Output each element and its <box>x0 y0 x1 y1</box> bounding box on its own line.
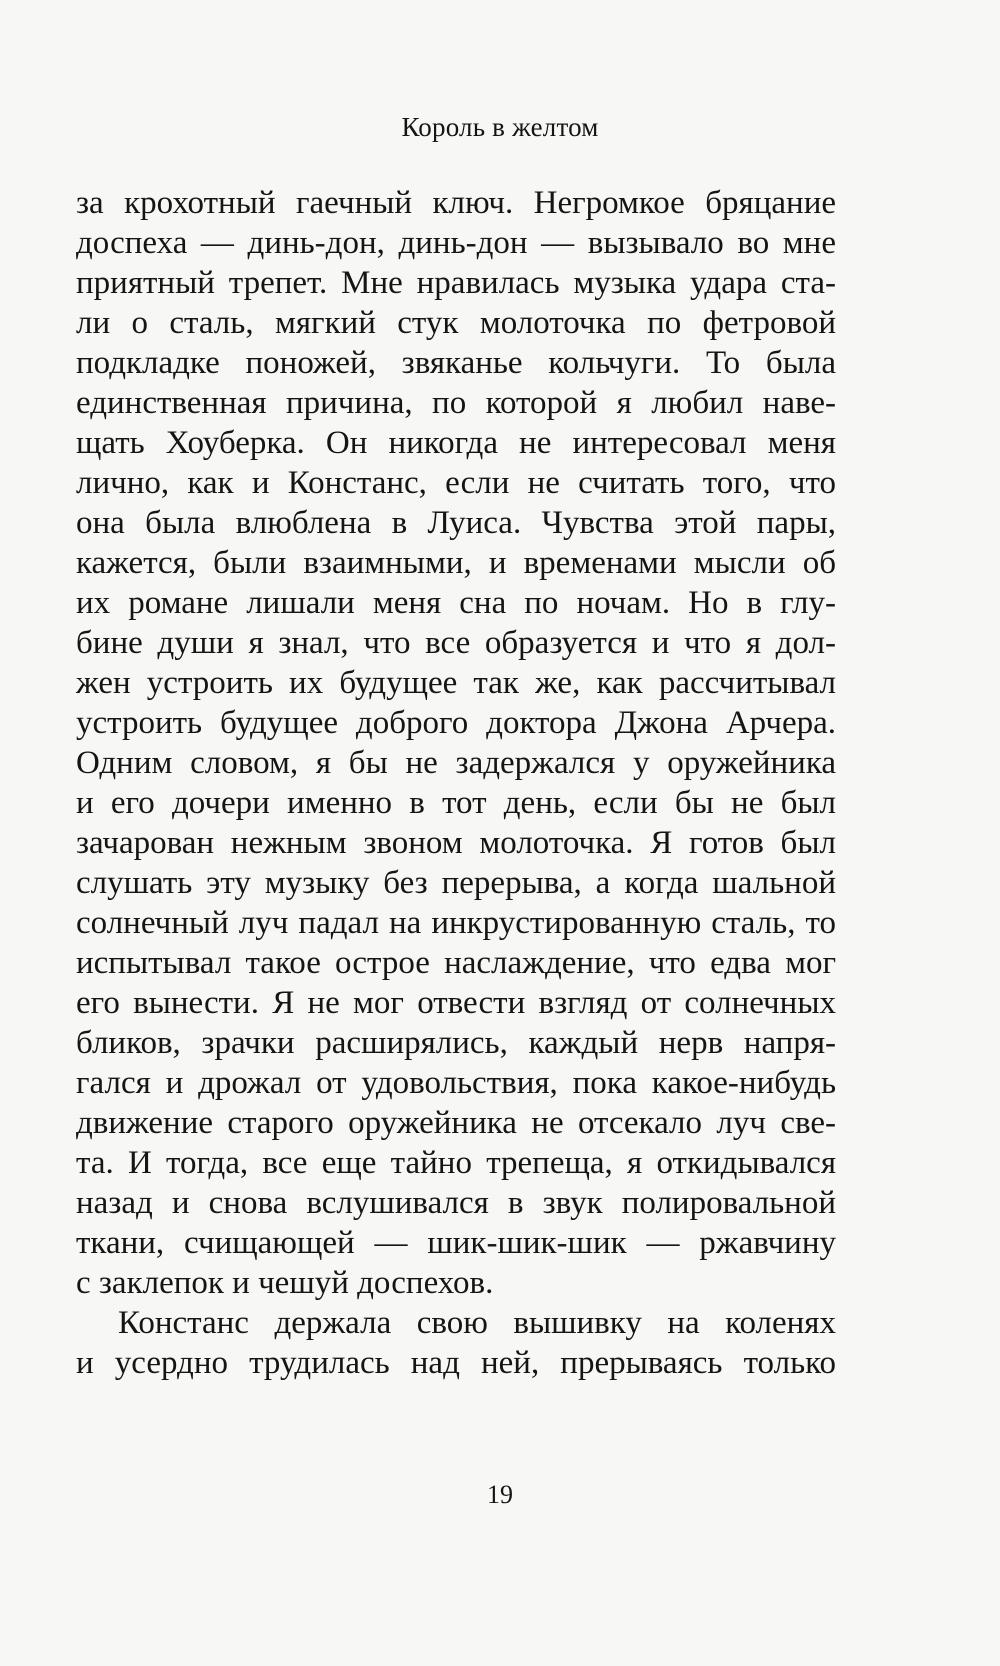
text-line: она была влюблена в Луиса. Чувства этой пары, <box>76 505 836 541</box>
text-line: подкладке поножей, звяканье кольчуги. То была <box>76 345 836 381</box>
text-line: испытывал такое острое наслаждение, что едва мог <box>76 945 836 981</box>
text-line: их романе лишали меня сна по ночам. Но в глу- <box>76 585 836 621</box>
text-line: лично, как и Констанс, если не считать того, что <box>76 465 836 501</box>
text-line: слушать эту музыку без перерыва, а когда шальной <box>76 865 836 901</box>
text-line: кажется, были взаимными, и временами мысли об <box>76 545 836 581</box>
text-line: щать Хоуберка. Он никогда не интересовал меня <box>76 425 836 461</box>
text-line: приятный трепет. Мне нравилась музыка удара ста- <box>76 265 836 301</box>
text-line: та. И тогда, все еще тайно трепеща, я откидывался <box>76 1145 836 1181</box>
text-line: и усердно трудилась над ней, прерываясь только <box>76 1345 836 1381</box>
running-head: Король в желтом <box>401 112 599 142</box>
text-line: и его дочери именно в тот день, если бы не был <box>76 785 836 821</box>
text-line: за крохотный гаечный ключ. Негромкое бряцание <box>76 185 836 221</box>
text-line: бликов, зрачки расширялись, каждый нерв напря- <box>76 1025 836 1061</box>
text-line: гался и дрожал от удовольствия, пока какое-нибудь <box>76 1065 836 1101</box>
text-line: его вынести. Я не мог отвести взгляд от солнечных <box>76 985 836 1021</box>
text-line: движение старого оружейника не отсекало луч све- <box>76 1105 836 1141</box>
text-line: солнечный луч падал на инкрустированную сталь, то <box>76 905 836 941</box>
text-line: доспеха — динь-дон, динь-дон — вызывало во мне <box>76 225 836 261</box>
text-line: Одним словом, я бы не задержался у оружейника <box>76 745 836 781</box>
page-number: 19 <box>487 1480 513 1509</box>
text-line: единственная причина, по которой я любил наве- <box>76 385 836 421</box>
text-line: жен устроить их будущее так же, как рассчитывал <box>76 665 836 701</box>
text-line: с заклепок и чешуй доспехов. <box>76 1265 494 1301</box>
text-line: зачарован нежным звоном молоточка. Я готов был <box>76 825 836 861</box>
text-line: назад и снова вслушивался в звук полировальной <box>76 1185 836 1221</box>
text-line: ткани, счищающей — шик-шик-шик — ржавчину <box>76 1225 836 1261</box>
text-line: бине души я знал, что все образуется и что я дол- <box>76 625 836 661</box>
body-text <box>76 183 836 1383</box>
text-line: ли о сталь, мягкий стук молоточка по фетровой <box>76 305 836 341</box>
text-line: устроить будущее доброго доктора Джона Арчера. <box>76 705 836 741</box>
text-line: Констанс держала свою вышивку на коленях <box>118 1305 836 1341</box>
